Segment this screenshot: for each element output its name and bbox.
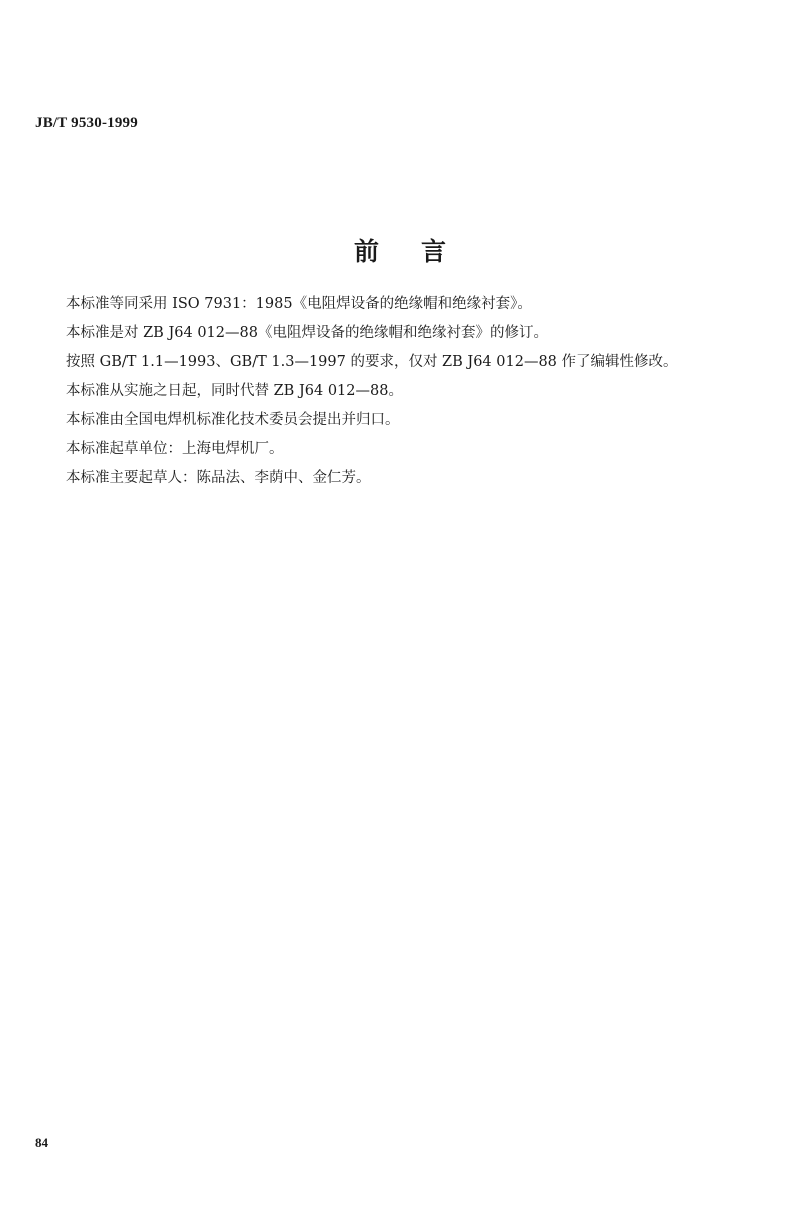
paragraph: 本标准从实施之日起，同时代替 ZB J64 012—88。	[66, 383, 403, 399]
foreword-paragraphs	[66, 290, 766, 493]
title-char-2: 言	[421, 237, 447, 266]
paragraph: 本标准等同采用 ISO 7931：1985《电阻焊设备的绝缘帽和绝缘衬套》。	[66, 296, 532, 312]
paragraph: 本标准起草单位：上海电焊机厂。	[66, 441, 284, 457]
standard-code: JB/T 9530-1999	[35, 115, 138, 131]
paragraph: 本标准是对 ZB J64 012—88《电阻焊设备的绝缘帽和绝缘衬套》的修订。	[66, 325, 548, 341]
page-title	[0, 232, 800, 268]
paragraph: 按照 GB/T 1.1—1993、GB/T 1.3—1997 的要求，仅对 ZB J64 012—88 作了编辑性修改。	[66, 354, 678, 370]
title-char-1: 前	[353, 237, 379, 266]
paragraph: 本标准主要起草人：陈品法、李荫中、金仁芳。	[66, 470, 371, 486]
page-number: 84	[35, 1135, 48, 1150]
paragraph: 本标准由全国电焊机标准化技术委员会提出并归口。	[66, 412, 400, 428]
